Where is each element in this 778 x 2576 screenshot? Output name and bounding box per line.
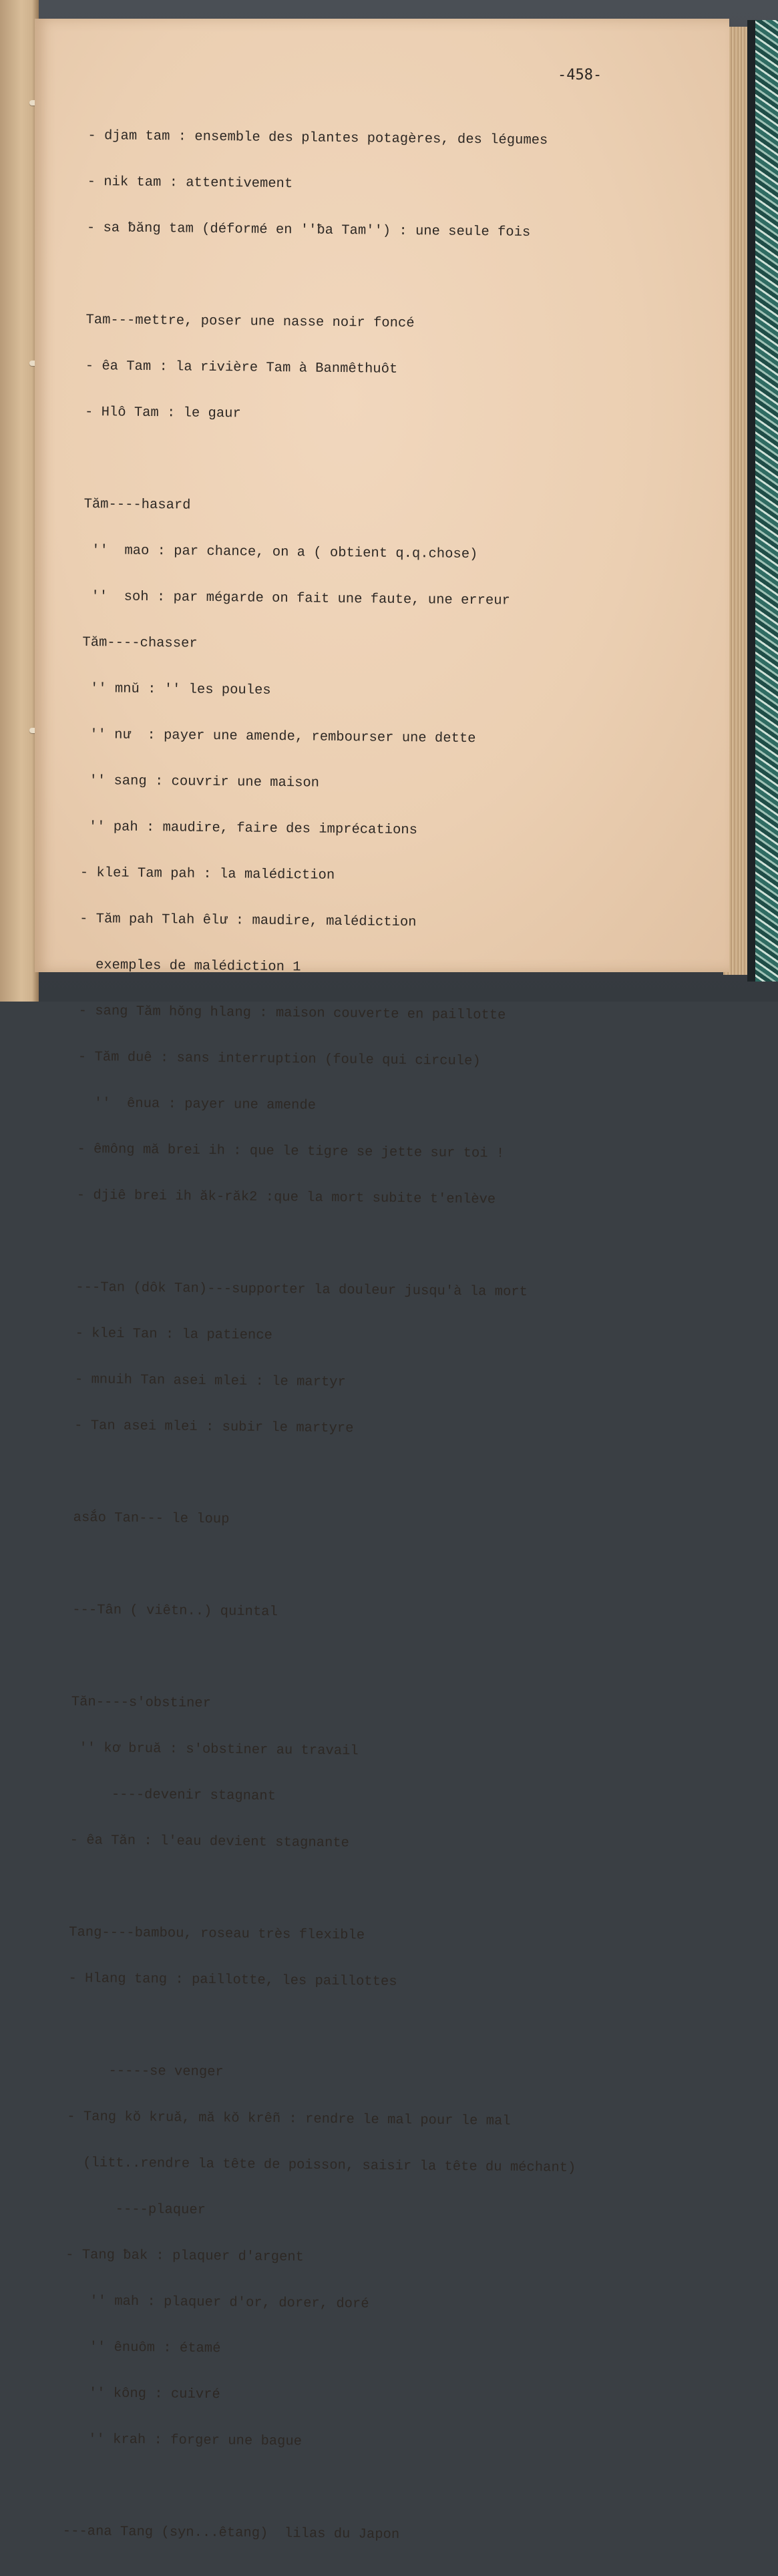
- entry-line: - Tăm duê : sans interruption (foule qui circule): [77, 1049, 481, 1070]
- blank-line: [69, 1879, 670, 1900]
- entry-line: '' ênua : payer une amende: [77, 1095, 317, 1114]
- page-number: -458-: [558, 67, 602, 83]
- entry-line: - klei Tan : la patience: [75, 1325, 272, 1343]
- entry-line: - êa Tăn : l'eau devient stagnante: [69, 1832, 350, 1852]
- entry-line: ----devenir stagnant: [70, 1786, 276, 1805]
- entry-line: '' pah : maudire, faire des imprécations: [80, 819, 418, 839]
- dictionary-entries: [62, 97, 689, 2576]
- marbled-cover-edge: [755, 20, 778, 982]
- facing-page-edge: [0, 0, 39, 1002]
- entry-line: Tăm----hasard: [83, 496, 191, 513]
- entry-line: - Tan asei mlei : subir le martyre: [74, 1418, 354, 1437]
- entry-line: - nik tam : attentivement: [87, 174, 293, 192]
- entry-line: -----se venger: [67, 2063, 224, 2081]
- blank-line: [84, 451, 685, 472]
- entry-line: '' sang : couvrir une maison: [81, 773, 320, 791]
- blank-line: [73, 1464, 674, 1486]
- blank-line: [71, 1649, 672, 1670]
- blank-line: [68, 2017, 669, 2038]
- entry-line: - Tang kŏ kruă, mă kŏ krêñ : rendre le mal pour le mal: [67, 2109, 511, 2129]
- blank-line: [86, 266, 687, 288]
- entry-line: '' kông : cuivré: [63, 2385, 220, 2403]
- entry-line: - êmông mă brei ih : que le tigre se jette sur toi !: [77, 1141, 505, 1162]
- blank-line: [63, 2478, 664, 2499]
- entry-line: '' mah : plaquer d'or, dorer, doré: [65, 2293, 369, 2312]
- entry-line: '' ênuôm : étamé: [64, 2339, 221, 2357]
- entry-line: - klei Tam pah : la malédiction: [79, 865, 335, 883]
- entry-line: '' soh : par mégarde on fait une faute, une erreur: [83, 588, 510, 609]
- blank-line: [76, 1234, 677, 1255]
- entry-line: (litt..rendre la tête de poisson, saisir la tête du méchant): [66, 2155, 576, 2176]
- entry-line: - sang Tăm hŏng hlang : maison couverte en paillotte: [78, 1003, 506, 1024]
- entry-line: ---Tân ( viêtn..) quintal: [72, 1602, 278, 1621]
- entry-line: ---Tan (dôk Tan)---supporter la douleur jusqu'à la mort: [75, 1279, 528, 1300]
- entry-line: ----plaquer: [65, 2201, 206, 2219]
- entry-line: Tang----bambou, roseau très flexible: [69, 1924, 365, 1944]
- blank-line: [73, 1556, 674, 1578]
- entry-line: '' mnŭ : '' les poules: [81, 680, 271, 698]
- cover-board: [747, 20, 755, 982]
- entry-line: Tăm----chasser: [82, 634, 198, 652]
- entry-line: asắo Tan--- le loup: [73, 1510, 230, 1528]
- entry-line: exemples de malédiction 1: [79, 957, 301, 976]
- entry-line: - djiê brei ih ăk-răk2 :que la mort subite t'enlève: [76, 1187, 496, 1208]
- entry-line: - mnuih Tan asei mlei : le martyr: [74, 1371, 346, 1391]
- entry-line: Tăn----s'obstiner: [71, 1694, 212, 1712]
- entry-line: - djam tam : ensemble des plantes potagères, des légumes: [87, 128, 548, 149]
- entry-line: - Tang ƀak : plaquer d'argent: [65, 2247, 305, 2266]
- entry-line: '' krah : forger une bague: [63, 2431, 303, 2450]
- entry-line: Tam---mettre, poser une nasse noir foncé: [85, 312, 415, 332]
- entry-line: '' mao : par chance, on a ( obtient q.q.chose): [83, 542, 478, 563]
- entry-line: - sa ƀăng tam (déformé en ''ƀa Tam'') : une seule fois: [86, 220, 531, 240]
- entry-line: '' nư : payer une amende, rembourser une dette: [81, 726, 476, 747]
- entry-line: - Hlô Tam : le gaur: [84, 404, 241, 422]
- entry-line: - êa Tam : la rivière Tam à Banmêthuôt: [85, 358, 398, 377]
- entry-line: - Tăm pah Tlah êlư : maudire, malédiction: [79, 911, 417, 931]
- entry-line: ---ana Tang (syn...êtang) lilas du Japon: [62, 2523, 400, 2543]
- typed-page: [35, 19, 729, 2543]
- entry-line: '' kơ bruă : s'obstiner au travail: [70, 1740, 359, 1759]
- entry-line: - Hlang tang : paillotte, les paillottes: [68, 1970, 397, 1990]
